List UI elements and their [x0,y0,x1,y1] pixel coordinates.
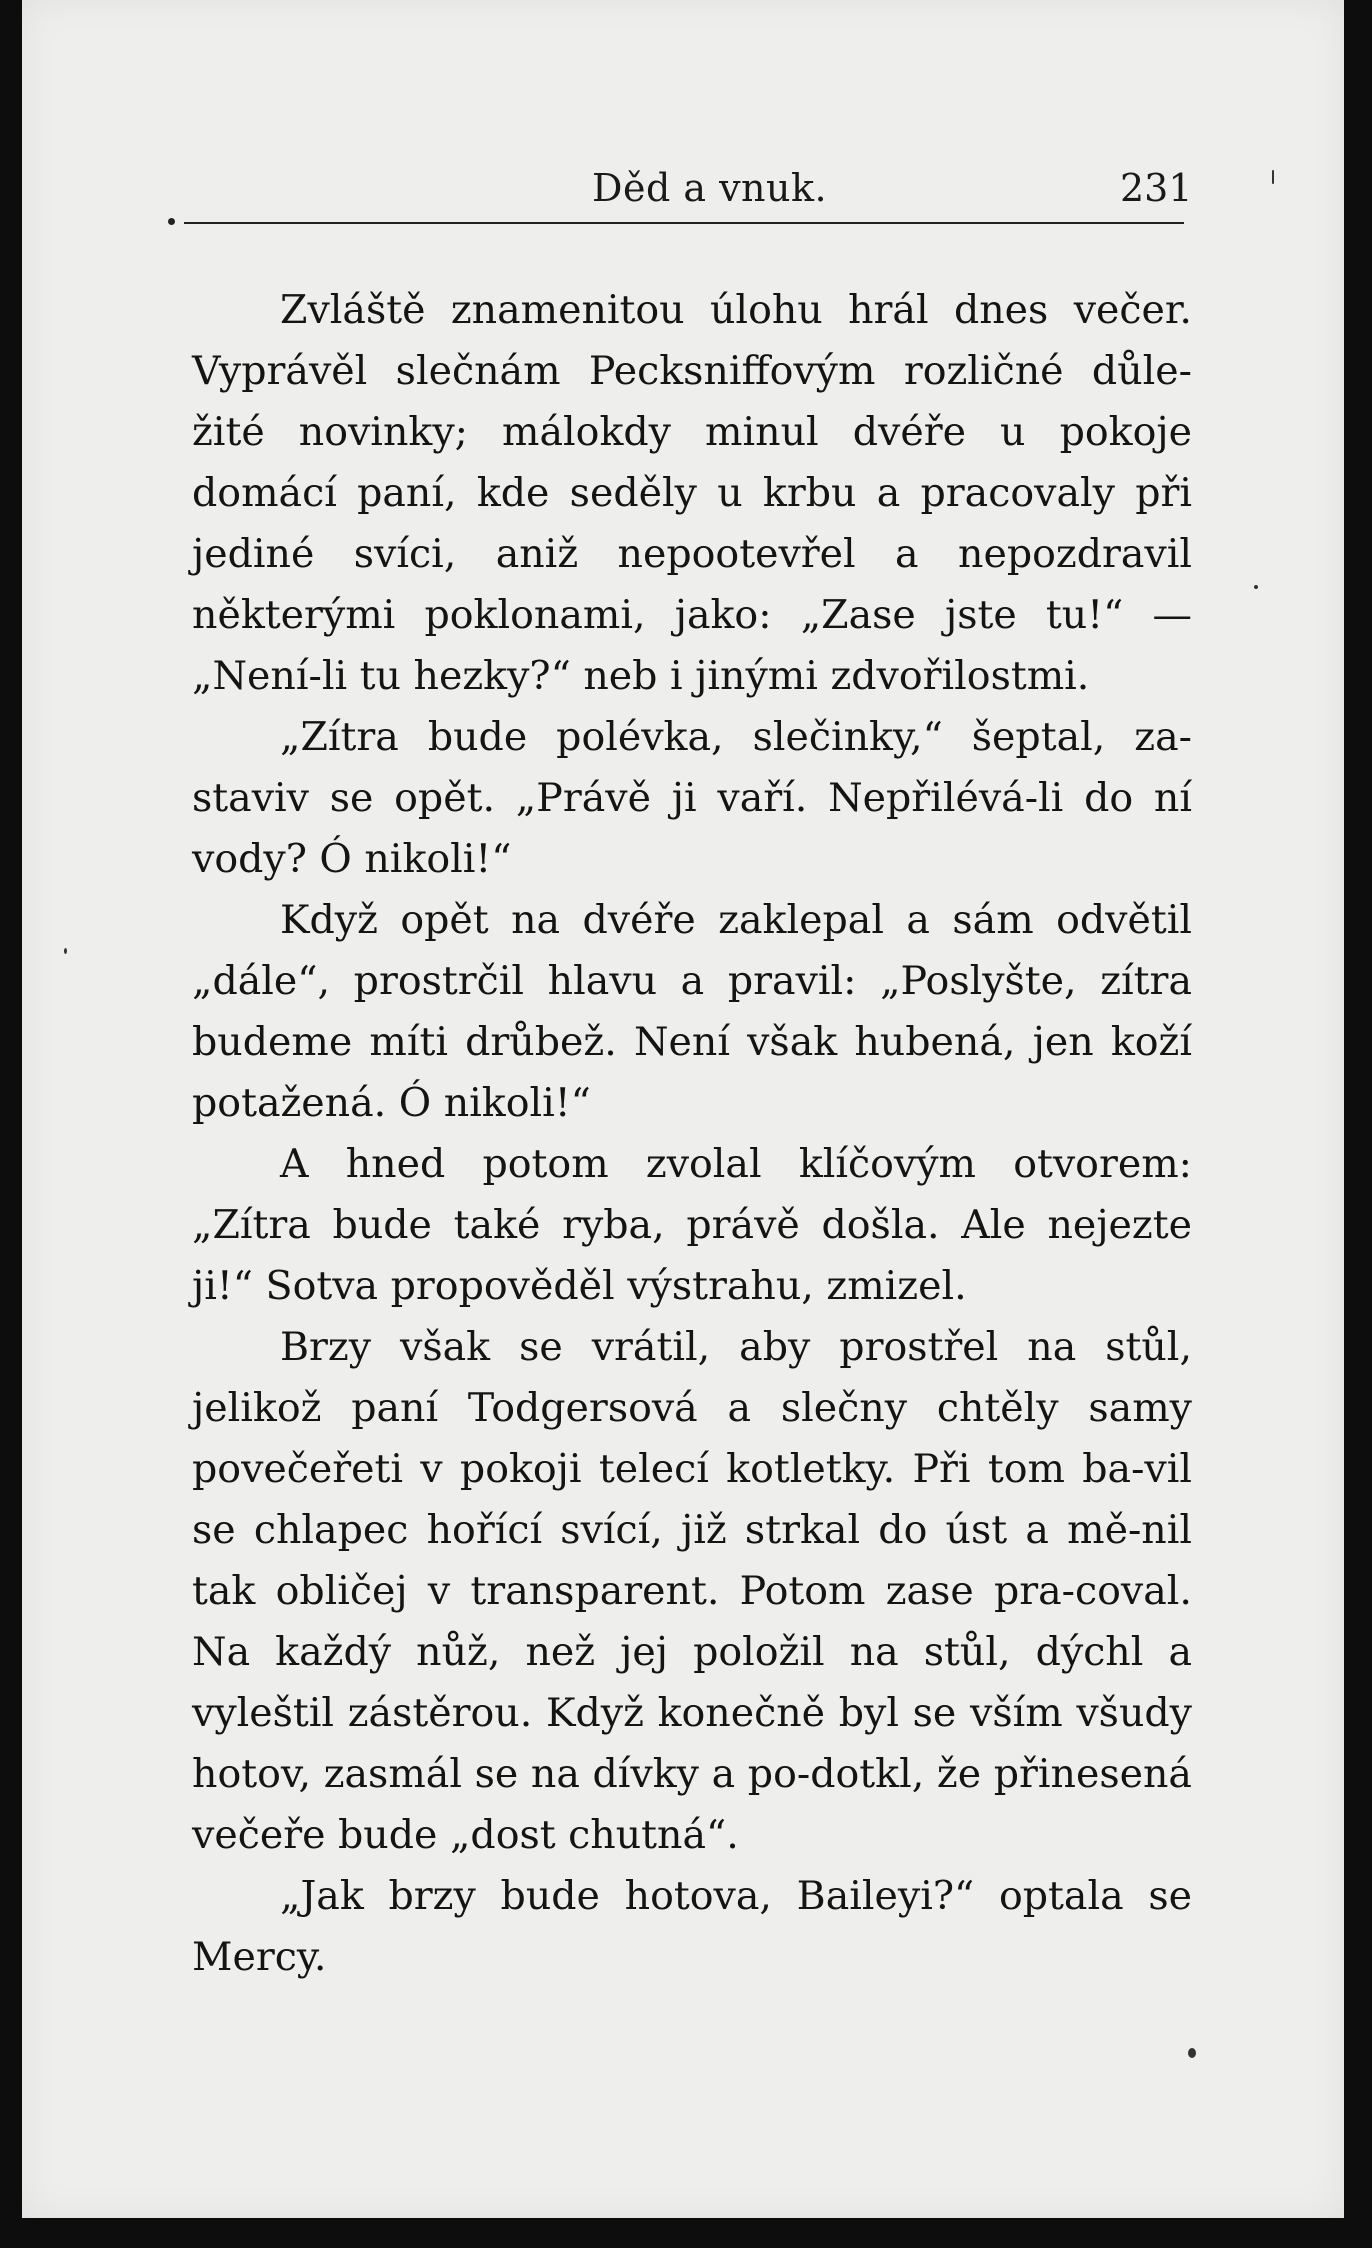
page-header [22,160,1344,220]
rule-dot [168,218,175,225]
paragraph: „Jak brzy bude hotova, Baileyi?“ optala se Mercy. [192,1873,1192,1980]
body-text [192,280,1192,1988]
header-rule [184,222,1184,224]
book-page [22,0,1344,2218]
paragraph: „Zítra bude polévka, slečinky,“ šeptal, za-staviv se opět. „Právě ji vaří. Nepřilévá-li do ní vody? Ó nikoli!“ [192,714,1192,882]
paragraph: Brzy však se vrátil, aby prostřel na stůl, jelikož paní Todgersová a slečny chtěly samy povečeřeti v pokoji telecí kotletky. Při tom ba-vil se chlapec hořící svící, již strkal do úst a mě-nil tak obličej v transparent. Potom zase pra-coval. Na každý nůž, než jej položil na stůl, dýchl a vyleštil zástěrou. Když konečně byl se vším všudy hotov, zasmál se na dívky a po-dotkl, že přinesená večeře bude „dost chutná“. [192,1324,1192,1858]
ink-speck [1188,2048,1196,2058]
ink-speck [1272,170,1274,184]
paragraph: Zvláště znamenitou úlohu hrál dnes večer. Vyprávěl slečnám Pecksniffovým rozličné důle-žité novinky; málokdy minul dvéře u pokoje domácí paní, kde seděly u krbu a pracovaly při jediné svíci, aniž nepootevřel a nepozdravil některými poklonami, jako: „Zase jste tu!“ — „Není-li tu hezky?“ neb i jinými zdvořilostmi. [192,287,1192,699]
running-title: Děd a vnuk. [592,166,828,210]
page-number: 231 [1120,166,1193,210]
paragraph: Když opět na dvéře zaklepal a sám odvětil „dále“, prostrčil hlavu a pravil: „Poslyšte, zítra budeme míti drůbež. Není však hubená, jen koží potažená. Ó nikoli!“ [192,897,1192,1126]
paragraph: A hned potom zvolal klíčovým otvorem: „Zítra bude také ryba, právě došla. Ale nejezte ji!“ Sotva propověděl výstrahu, zmizel. [192,1141,1192,1309]
ink-speck [1254,585,1258,589]
ink-speck [64,948,67,954]
